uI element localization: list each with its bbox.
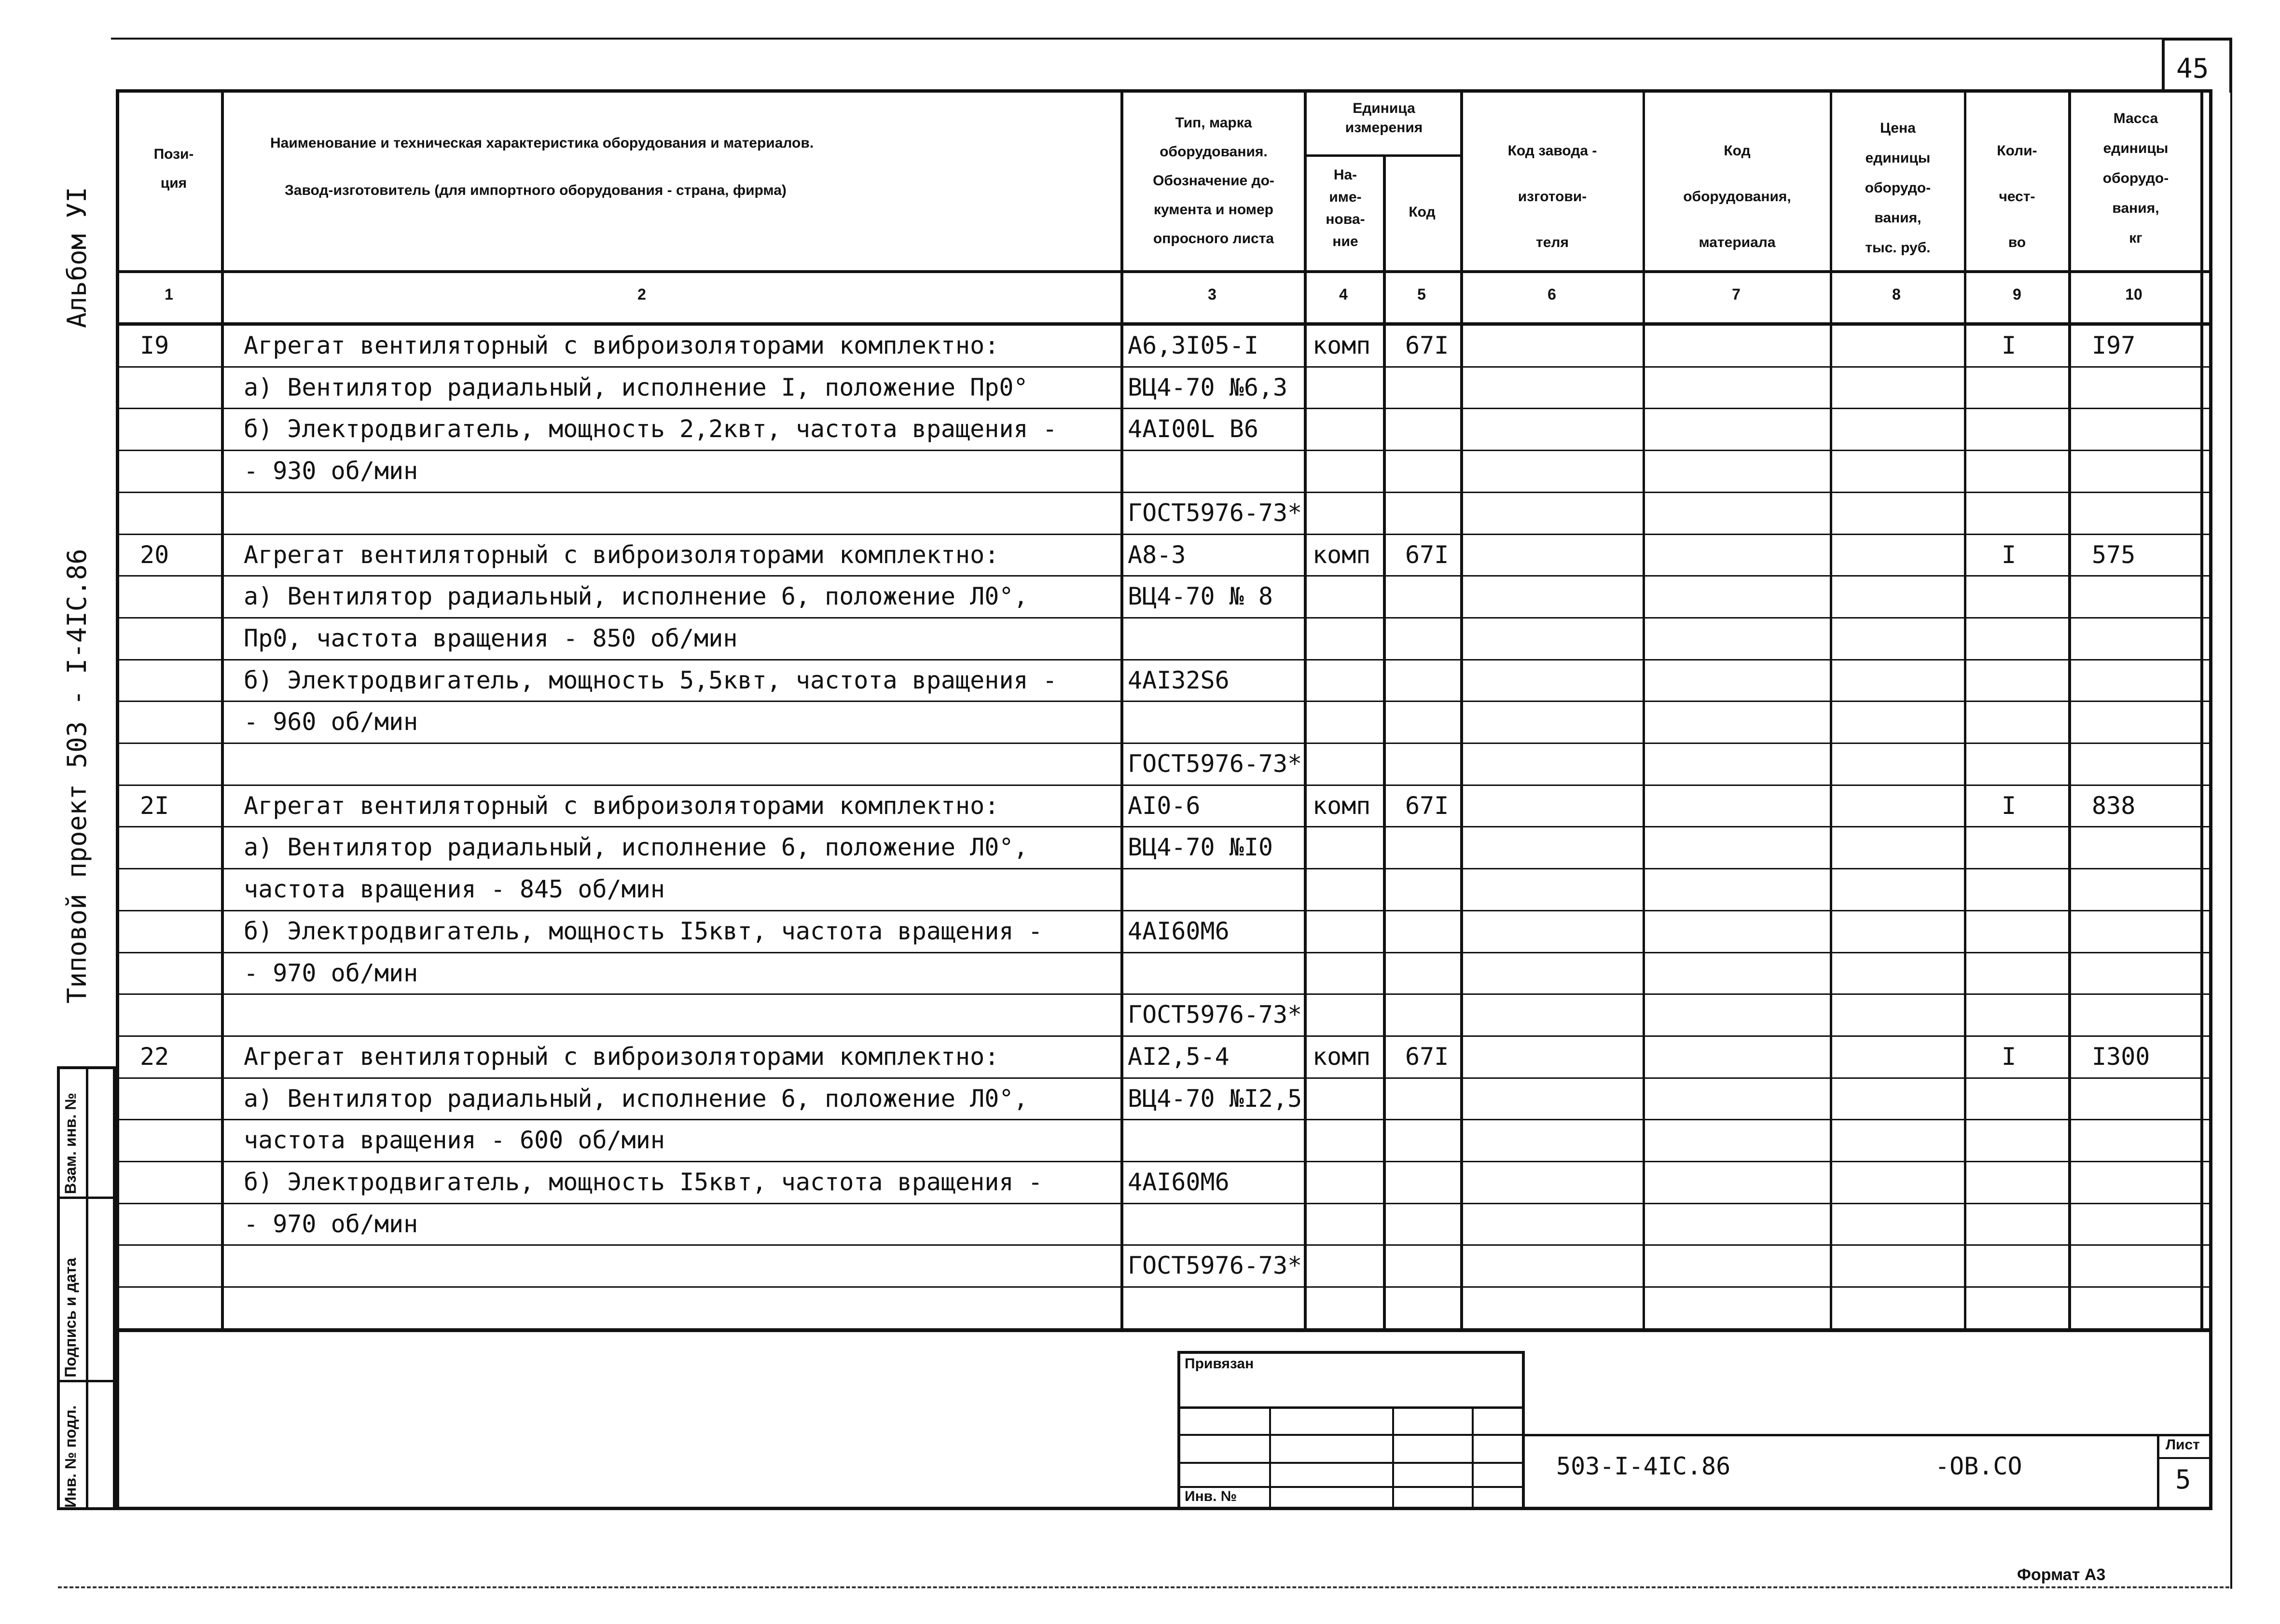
cell-pos: I9 [140, 331, 169, 359]
colnum-8: 8 [1892, 286, 1901, 303]
row-line [116, 575, 2212, 577]
col-line-10 [2200, 89, 2203, 1332]
frame-right-line [2230, 38, 2232, 1589]
header-unit-group: Единица измерения [1345, 100, 1423, 136]
col-line-2 [1120, 89, 1123, 1332]
cell-type: A8-3 [1128, 541, 1186, 569]
colnum-10: 10 [2125, 286, 2142, 303]
cell-mass: I97 [2092, 331, 2136, 359]
header-col8: Цена единицы оборудо- вания, тыс. руб. [1865, 120, 1931, 256]
cell-name: а) Вентилятор радиальный, исполнение 6, положение Л0°, [244, 833, 1028, 861]
cell-name: Агрегат вентиляторный с виброизоляторами комплектно: [244, 331, 999, 359]
cell-type: A6,3I05-I [1128, 331, 1258, 359]
col-line-9 [2068, 89, 2071, 1332]
row-line [116, 826, 2212, 827]
cell-name: - 970 об/мин [244, 1210, 418, 1238]
col-line-7 [1830, 89, 1832, 1332]
header-col4: На- име- нова- ние [1326, 167, 1365, 249]
sidebar-label-inv-podl: Инв. № подл. [62, 1405, 79, 1508]
row-line [116, 408, 2212, 409]
sidebar-label-signature: Подпись и дата [62, 1258, 79, 1377]
project-label: Типовой проект 503 - I-4IC.86 [62, 549, 92, 1004]
stamp-inv-label: Инв. № [1185, 1488, 1237, 1504]
col-line-3 [1304, 89, 1307, 1332]
cell-type: 4AI60M6 [1128, 917, 1230, 945]
cell-name: - 930 об/мин [244, 457, 418, 485]
stamp-bound-label: Привязан [1185, 1356, 1254, 1372]
cell-pos: 22 [140, 1043, 169, 1071]
cell-name: а) Вентилятор радиальный, исполнение I, положение Пр0° [244, 373, 1028, 401]
cell-code: 67I [1405, 541, 1449, 569]
header-col1: Пози- ция [153, 146, 194, 191]
cell-qty: I [2002, 1043, 2017, 1071]
cell-pos: 20 [140, 541, 169, 569]
header-col9: Коли- чест- во [1997, 143, 2037, 250]
row-line [116, 993, 2212, 995]
stamp-vline-1 [1269, 1406, 1271, 1510]
row-line [116, 1119, 2212, 1120]
album-label: Альбом УI [62, 187, 92, 328]
cell-name: Агрегат вентиляторный с виброизоляторами комплектно: [244, 1043, 999, 1071]
cell-name: частота вращения - 845 об/мин [244, 875, 665, 903]
cell-name: б) Электродвигатель, мощность 2,2квт, частота вращения - [244, 415, 1057, 443]
cell-pos: 2I [140, 792, 169, 820]
colnum-2: 2 [637, 286, 646, 303]
row-line [116, 952, 2212, 953]
cell-type: 4AI32S6 [1128, 666, 1230, 694]
cell-mass: 575 [2092, 541, 2136, 569]
row-line [116, 1244, 2212, 1246]
cell-type: ВЦ4-70 № 8 [1128, 582, 1273, 610]
bottom-dash-line [58, 1586, 2229, 1588]
frame-top-line [111, 38, 2225, 40]
row-line [116, 701, 2212, 702]
cell-name: а) Вентилятор радиальный, исполнение 6, положение Л0°, [244, 582, 1028, 610]
cell-name: б) Электродвигатель, мощность I5квт, частота вращения - [244, 1168, 1043, 1196]
sidebar-sep-1 [57, 1197, 116, 1199]
cell-type: ВЦ4-70 №I0 [1128, 833, 1273, 861]
cell-code: 67I [1405, 331, 1449, 359]
row-line [116, 868, 2212, 869]
cell-type: ВЦ4-70 №6,3 [1128, 373, 1288, 401]
colnum-5: 5 [1417, 286, 1426, 303]
stamp-doc-suffix: -ОВ.СО [1935, 1452, 2022, 1480]
header-col2-line1: Наименование и техническая характеристика оборудования и материалов. [270, 135, 814, 151]
cell-unit: комп [1313, 541, 1371, 569]
stamp-sheet-label: Лист [2166, 1437, 2200, 1453]
cell-qty: I [2002, 792, 2017, 820]
colnum-7: 7 [1732, 286, 1741, 303]
header-bottom-line [116, 270, 2212, 273]
header-col2-line2: Завод-изготовитель (для импортного оборудования - страна, фирма) [285, 182, 787, 198]
header-col6: Код завода - изготови- теля [1507, 143, 1597, 250]
row-line [116, 1035, 2212, 1037]
colnum-3: 3 [1208, 286, 1216, 303]
unit-group-line [1304, 154, 1463, 157]
colnum-6: 6 [1548, 286, 1556, 303]
cell-type: ГОСТ5976-73* [1128, 1252, 1302, 1280]
colnum-4: 4 [1339, 286, 1348, 303]
cell-type: 4AI00L B6 [1128, 415, 1258, 443]
cell-type: AI2,5-4 [1128, 1043, 1230, 1071]
colnum-9: 9 [2013, 286, 2021, 303]
stamp-vline-3 [1472, 1406, 1474, 1510]
top-page-number: 45 [2176, 53, 2209, 84]
header-col5: Код [1409, 204, 1436, 220]
cell-type: ГОСТ5976-73* [1128, 750, 1302, 778]
stamp-sheet-line [2157, 1434, 2159, 1510]
col-line-1 [221, 89, 224, 1332]
row-line [116, 743, 2212, 744]
cell-name: Пр0, частота вращения - 850 об/мин [244, 624, 738, 652]
cell-unit: комп [1313, 792, 1371, 820]
row-line [116, 1286, 2212, 1288]
row-line [116, 1328, 2212, 1330]
cell-type: AI0-6 [1128, 792, 1201, 820]
cell-name: б) Электродвигатель, мощность I5квт, частота вращения - [244, 917, 1043, 945]
cell-name: б) Электродвигатель, мощность 5,5квт, частота вращения - [244, 666, 1057, 694]
cell-type: ВЦ4-70 №I2,5 [1128, 1085, 1302, 1113]
header-col7: Код оборудования, материала [1683, 143, 1791, 250]
cell-qty: I [2002, 331, 2017, 359]
header-col10: Масса единицы оборудо- вания, кг [2102, 110, 2169, 246]
cell-name: - 960 об/мин [244, 708, 418, 736]
row-line [116, 1161, 2212, 1162]
cell-mass: 838 [2092, 792, 2136, 820]
row-line [116, 366, 2212, 368]
col-line-5 [1460, 89, 1463, 1332]
row-line [116, 1077, 2212, 1079]
colnum-bottom-line [116, 322, 2212, 326]
cell-code: 67I [1405, 792, 1449, 820]
sidebar-sep-2 [57, 1380, 116, 1382]
cell-code: 67I [1405, 1043, 1449, 1071]
col-line-8 [1964, 89, 1966, 1332]
cell-unit: комп [1313, 331, 1371, 359]
cell-name: - 970 об/мин [244, 959, 418, 987]
header-col3: Тип, марка оборудования. Обозначение до- кумента и номер опросного листа [1153, 115, 1274, 247]
stamp-vline-2 [1392, 1406, 1394, 1510]
cell-type: ГОСТ5976-73* [1128, 499, 1302, 527]
row-line [116, 784, 2212, 786]
cell-mass: I300 [2092, 1043, 2150, 1071]
row-line [116, 910, 2212, 911]
row-line [116, 659, 2212, 661]
stamp-main-top-line [1525, 1434, 2212, 1436]
row-line [116, 1203, 2212, 1204]
row-line [116, 492, 2212, 493]
cell-name: а) Вентилятор радиальный, исполнение 6, положение Л0°, [244, 1085, 1028, 1113]
cell-type: ГОСТ5976-73* [1128, 1001, 1302, 1029]
format-label: Формат А3 [2017, 1566, 2106, 1584]
row-line [116, 534, 2212, 535]
cell-unit: комп [1313, 1043, 1371, 1071]
cell-name: Агрегат вентиляторный с виброизоляторами комплектно: [244, 541, 999, 569]
col-line-6 [1643, 89, 1645, 1332]
row-line [116, 617, 2212, 619]
colnum-1: 1 [165, 286, 173, 303]
row-line [116, 450, 2212, 451]
cell-type: 4AI60M6 [1128, 1168, 1230, 1196]
sidebar-label-vzam: Взам. инв. № [62, 1093, 79, 1194]
cell-qty: I [2002, 541, 2017, 569]
cell-name: частота вращения - 600 об/мин [244, 1126, 665, 1154]
stamp-sheet-divider [2157, 1457, 2212, 1459]
cell-name: Агрегат вентиляторный с виброизоляторами комплектно: [244, 792, 999, 820]
stamp-sheet-number: 5 [2175, 1464, 2191, 1495]
stamp-doc-code: 503-I-4IC.86 [1556, 1452, 1731, 1480]
sidebar-inner-line [86, 1066, 88, 1510]
